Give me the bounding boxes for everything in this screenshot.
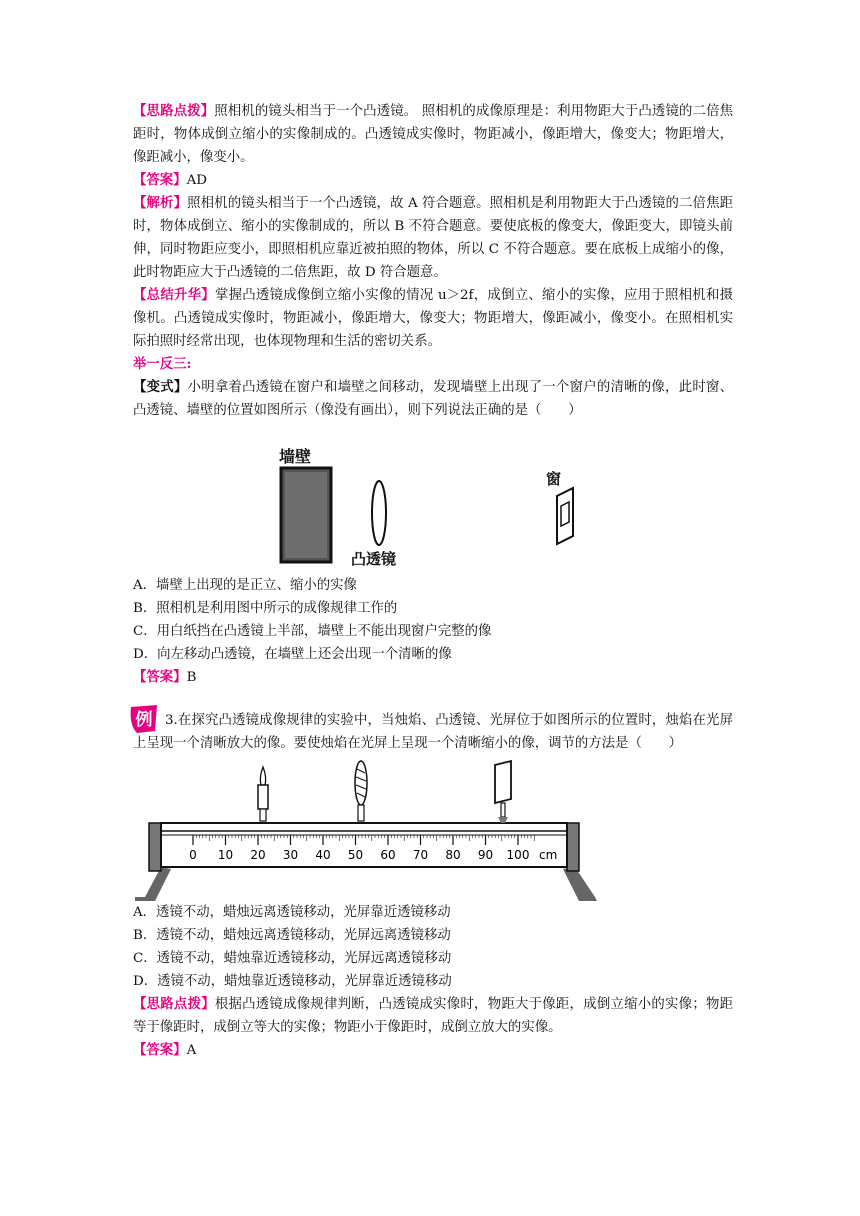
lens-on-bench: [355, 761, 367, 821]
bench-leg-left: [135, 867, 171, 901]
hint-paragraph-1: [133, 100, 733, 169]
answer-tag: 【答案】: [133, 669, 187, 685]
analysis-paragraph: [133, 192, 733, 284]
option-2b: B．透镜不动，蜡烛远离透镜移动，光屏远离透镜移动: [133, 928, 451, 943]
option-1b: B．照相机是利用图中所示的成像规律工作的: [133, 601, 398, 616]
window-label: 窗: [546, 470, 562, 488]
light-screen: [495, 761, 511, 823]
analysis-text: 照相机的镜头相当于一个凸透镜，故 A 符合题意。照相机是利用物距大于凸透镜的二倍焦距时，物体成倒立、缩小的实像制成的，所以 B 不符合题意。要使底板的像变大，像距变大，即镜头前伸，同时物距应变小，即照相机应靠近被拍照的物体，所以 C 不符合题意。要在底板上成缩小的像，此时物距应大于凸透镜的二倍焦距，故 D 符合题意。: [133, 196, 733, 280]
wall-label: 墙壁: [279, 447, 312, 466]
scale-tick-label: 70: [412, 848, 429, 862]
variant-paragraph: [133, 376, 733, 422]
lens-holder: [358, 805, 364, 821]
answer-tag: 【答案】: [133, 172, 187, 188]
scale-unit: cm: [539, 848, 558, 862]
scale-tick-label: 30: [282, 848, 299, 862]
scale-tick-label: 60: [380, 848, 396, 862]
candle-holder: [260, 809, 266, 821]
scale-tick-label: 0: [189, 848, 197, 862]
screen-shape: [495, 761, 511, 803]
scale-tick-label: 80: [445, 848, 461, 862]
bench-end-left: [149, 823, 161, 871]
figure-wall-lens-window: [133, 424, 733, 574]
section-title: 举一反三:: [133, 356, 192, 372]
example-text: 3.在探究凸透镜成像规律的实验中，当烛焰、凸透镜、光屏位于如图所示的位置时，烛焰在光屏上呈现一个清晰放大的像。要使烛焰在光屏上呈现一个清晰缩小的像，调节的方法是（ ）: [133, 713, 733, 751]
option-1d: D．向左移动凸透镜，在墙壁上还会出现一个清晰的像: [133, 647, 452, 662]
summary-text: 掌握凸透镜成像倒立缩小实像的情况 u＞2f，成倒立、缩小的实像，应用于照相机和摄像机。凸透镜成实像时，物距减小，像距增大，像变大；物距增大，像距减小，像变小。在照相机实际拍照时经常出现，也体现物理和生活的密切关系。: [133, 288, 733, 349]
scale-tick-label: 20: [250, 848, 266, 862]
scale-tick-label: 90: [477, 848, 494, 862]
scale-tick-label: 40: [315, 848, 331, 862]
figure1-svg: [133, 424, 733, 574]
option-2a: A．透镜不动，蜡烛远离透镜移动，光屏靠近透镜移动: [133, 905, 451, 920]
answer-text: B: [186, 670, 197, 685]
hint-paragraph-2: [133, 993, 733, 1039]
hint-tag: 【思路点拨】: [133, 996, 215, 1012]
candle: [258, 767, 268, 821]
hint-text: 根据凸透镜成像规律判断，凸透镜成实像时，物距大于像距，成倒立缩小的实像；物距等于像距时，成倒立等大的实像；物距小于像距时，成倒立放大的实像。: [133, 997, 734, 1035]
candle-flame-icon: [260, 767, 265, 785]
example-badge-icon: [127, 703, 161, 735]
wall-texture: [285, 472, 327, 558]
option-2d: D．透镜不动，蜡烛靠近透镜移动，光屏靠近透镜移动: [133, 974, 452, 989]
screen-holder: [501, 803, 505, 817]
answer-text: AD: [186, 173, 207, 188]
option-2c: C．透镜不动，蜡烛靠近透镜移动，光屏远离透镜移动: [133, 951, 452, 966]
answer-line-2: [133, 666, 733, 689]
summary-tag: 【总结升华】: [133, 287, 215, 303]
window-pane: [561, 502, 569, 526]
bench-lens-shape: [355, 761, 367, 805]
option-1a: A．墙壁上出现的是正立、缩小的实像: [133, 578, 357, 593]
candle-body: [258, 785, 268, 809]
lens-label: 凸透镜: [351, 550, 397, 568]
option-1c: C．用白纸挡在凸透镜上半部，墙壁上不能出现窗户完整的像: [133, 624, 492, 639]
analysis-tag: 【解析】: [133, 195, 188, 211]
convex-lens-shape: [372, 481, 386, 545]
figure-optical-bench: [133, 759, 733, 901]
scale-tick-label: 10: [217, 848, 234, 862]
variant-text: 小明拿着凸透镜在窗户和墙壁之间移动，发现墙壁上出现了一个窗户的清晰的像，此时窗、凸透镜、墙壁的位置如图所示（像没有画出），则下列说法正确的是（ ）: [133, 380, 734, 418]
bench-leg-right: [563, 867, 597, 901]
answer-line-3: [133, 1039, 733, 1062]
bench-end-right: [567, 823, 579, 871]
summary-paragraph: [133, 284, 733, 353]
hint-tag: 【思路点拨】: [133, 103, 215, 119]
answer-line-1: [133, 169, 733, 192]
scale-tick-label: 50: [347, 848, 364, 862]
document-page: [133, 100, 733, 1062]
badge-text: 例: [135, 710, 153, 730]
answer-text: A: [186, 1043, 197, 1058]
hint-text: 照相机的镜头相当于一个凸透镜。 照相机的成像原理是：利用物距大于凸透镜的二倍焦距时，物体成倒立缩小的实像制成的。凸透镜成实像时，物距减小，像距增大，像变大；物距增大，像距减小，像变小。: [133, 104, 734, 165]
scale-tick-label: 100: [506, 848, 530, 862]
figure2-svg: [133, 759, 733, 901]
example-block: [133, 709, 733, 755]
answer-tag: 【答案】: [133, 1042, 187, 1058]
variant-tag: 【变式】: [133, 379, 188, 395]
